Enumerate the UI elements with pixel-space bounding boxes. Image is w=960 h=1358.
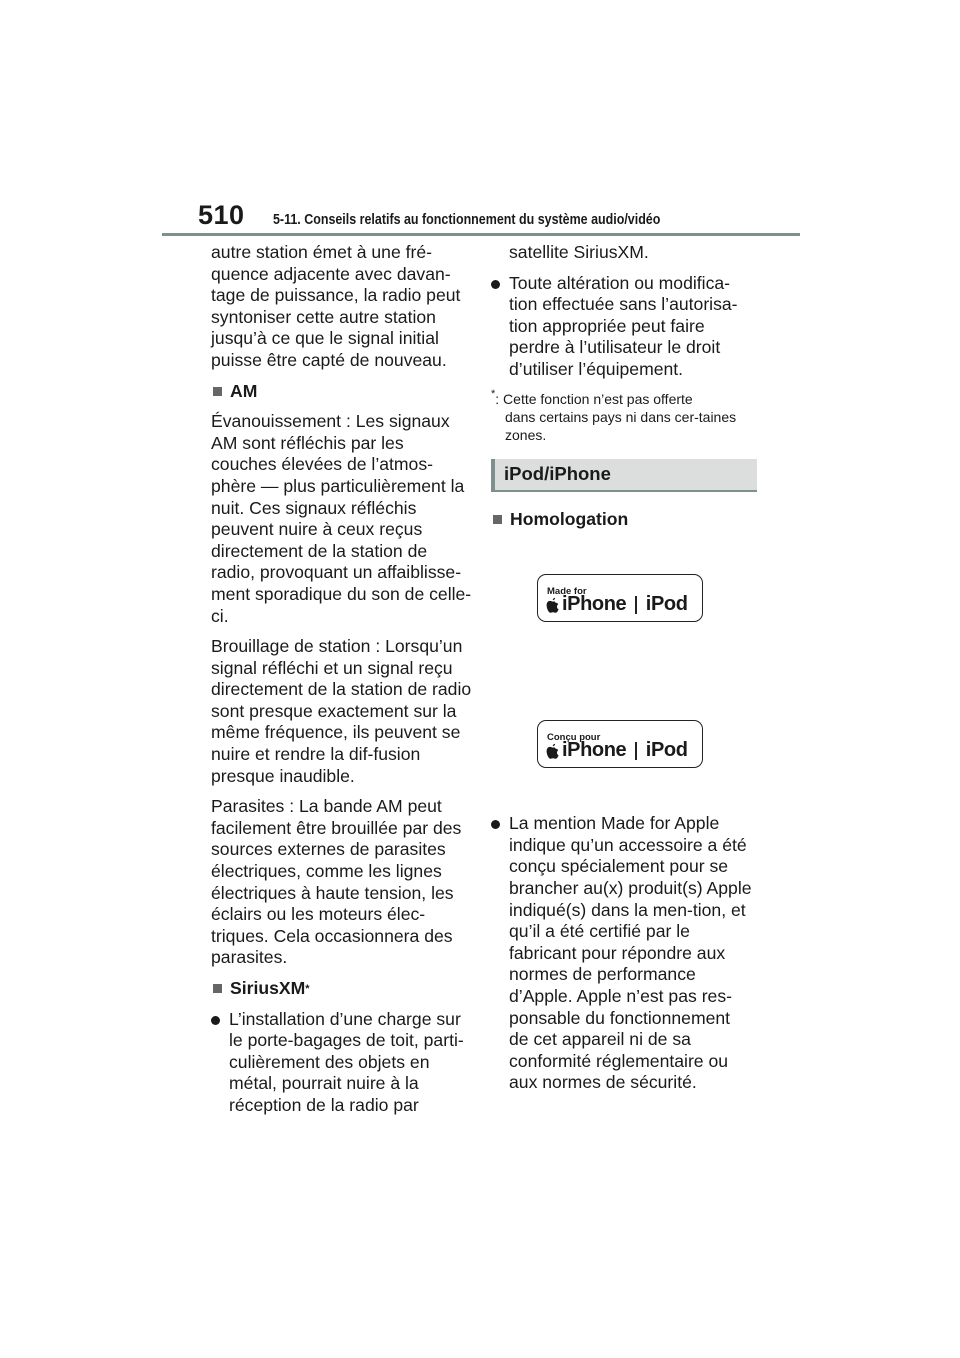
page-number: 510 — [198, 200, 245, 230]
footnote-marker: * — [491, 387, 496, 400]
chapter-title: 5-11. Conseils relatifs au fonctionnement du système audio/vidéo — [273, 212, 661, 228]
fading-text-start: Évanouissement : Les signaux AM sont réfléchis par les couches élevées de l’atmos-phère — [211, 411, 450, 496]
header-rule — [162, 233, 800, 236]
badge-top-text: Conçu pour — [547, 732, 601, 744]
siriusxm-heading: SiriusXM * — [211, 978, 473, 1000]
square-bullet-icon — [213, 387, 222, 396]
square-bullet-icon — [493, 515, 502, 524]
badge-top-text: Made for — [547, 586, 587, 598]
footnote-line2: dans certains pays ni dans cer-taines zones. — [505, 408, 737, 443]
badge-iphone-text: iPhone — [562, 739, 627, 762]
interference-paragraph: Brouillage de station : Lorsqu’un signal réfléchi et un signal reçu directement de la station de radio sont presque exactement sur la même fréquence, ils peuvent se nuire et rendre la dif-fusion presque inaudible. — [211, 636, 472, 786]
bullet-continuation: satellite SiriusXM. — [509, 242, 649, 262]
made-for-iphone-ipod-badge — [537, 574, 703, 622]
fading-text-end: plus particulièrement la nuit. Ces signaux réfléchis peuvent nuire à ceux reçus directement de la station de radio, provoquant un affaiblisse-ment sporadique du son de celle-ci. — [211, 475, 472, 626]
right-column — [491, 242, 753, 1103]
badge-iphone-text: iPhone — [562, 593, 627, 616]
am-heading — [211, 381, 473, 403]
bullet-text: La mention Made for Apple indique qu’un accessoire a été conçu spécialement pour se brancher au(x) produit(s) Apple indiqué(s) dans la men-tion, et qu’il a été certifié par le fabricant pour répondre aux normes de performance d’Apple. Apple n’est pas res-ponsable du fonctionnement de cet appareil ni de sa conformité réglementaire ou aux normes de sécurité. — [509, 813, 752, 1093]
left-column — [211, 242, 473, 1126]
band-accent-bar — [491, 459, 495, 490]
bullet-dot-icon — [491, 280, 500, 289]
bullet-text: Toute altération ou modifica-tion effectuée sans l’autorisa-tion appropriée peut faire perdre à l’utilisateur le droit d’utiliser l’équipement. — [509, 272, 738, 379]
bullet-dot-icon — [491, 820, 500, 829]
footnote-line1: : Cette fonction n’est pas offerte — [495, 390, 693, 407]
siriusxm-roof-load-bullet — [211, 1009, 473, 1117]
badge-ipod-text: iPod — [645, 593, 688, 616]
concu-pour-iphone-ipod-badge — [537, 720, 703, 768]
made-for-apple-bullet — [491, 813, 753, 1094]
am-heading-label: AM — [230, 380, 258, 401]
intro-paragraph: autre station émet à une fré-quence adjacente avec davan-tage de puissance, la radio peut syntoniser cette autre station jusqu’à ce que le signal initial puisse être capté de nouveau. — [211, 242, 461, 370]
homologation-heading — [491, 509, 753, 531]
apple-logo-icon — [546, 597, 560, 614]
badge-main-line — [546, 739, 688, 763]
badge-separator — [635, 596, 637, 614]
homologation-heading-label: Homologation — [510, 508, 629, 529]
footnote — [491, 387, 753, 444]
alteration-bullet — [491, 273, 753, 381]
bullet-dot-icon — [211, 1016, 220, 1025]
badge-main-line — [546, 593, 688, 617]
badge-ipod-text: iPod — [645, 739, 688, 762]
section-band — [491, 459, 757, 492]
static-paragraph: Parasites : La bande AM peut facilement être brouillée par des sources externes de parasites électriques, comme les lignes électriques à haute tension, les éclairs ou les moteurs élec-triques. Cela occasionnera des parasites. — [211, 796, 462, 968]
badge-separator — [635, 742, 637, 760]
em-dash: — — [260, 475, 279, 496]
bullet-text: L’installation d’une charge sur le porte-bagages de toit, parti-culièrement des objets en métal, pourrait nuire à la réception de la radio par — [229, 1008, 464, 1115]
siriusxm-heading-label: SiriusXM — [230, 978, 306, 998]
fading-paragraph — [211, 411, 473, 627]
section-band-title: iPod/iPhone — [504, 463, 611, 485]
apple-logo-icon — [546, 743, 560, 760]
square-bullet-icon — [213, 984, 222, 993]
